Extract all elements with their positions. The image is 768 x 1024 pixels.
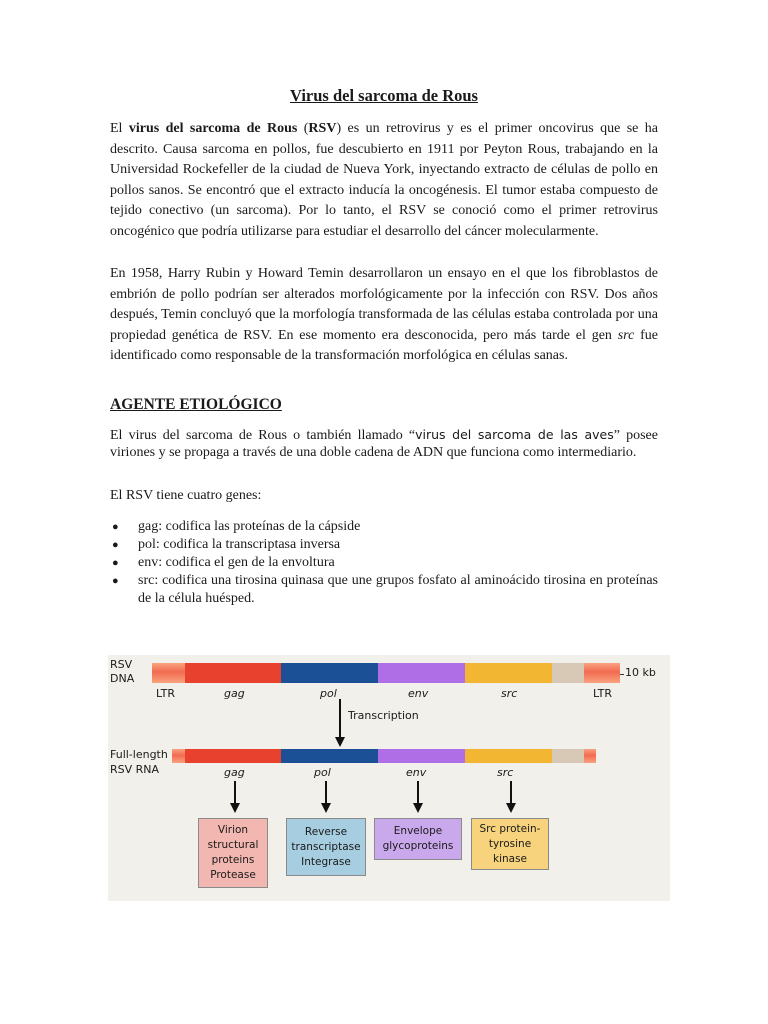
gag-label: gag bbox=[224, 687, 245, 700]
list-item: ● gag: codifica las proteínas de la cápside bbox=[112, 519, 361, 534]
pol-product-box: Reverse transcriptase Integrase bbox=[286, 818, 366, 876]
rna-src-label: src bbox=[497, 766, 514, 779]
list-item: ● pol: codifica la transcriptasa inversa bbox=[112, 537, 341, 552]
list-item: ● env: codifica el gen de la envoltura bbox=[112, 555, 335, 570]
ltr-left-label: LTR bbox=[156, 687, 175, 700]
env-product-box: Envelope glycoproteins bbox=[374, 818, 462, 860]
virus-abbrev: RSV bbox=[308, 121, 337, 136]
rna-gag-label: gag bbox=[224, 766, 245, 779]
ltr-right-label: LTR bbox=[593, 687, 612, 700]
rna-ltr-left bbox=[172, 749, 185, 763]
pol-label: pol bbox=[320, 687, 337, 700]
history-paragraph: En 1958, Harry Rubin y Howard Temin desarrollaron un ensayo en el que los fibroblastos de embrión de pollo podrían ser alterados morfológicamente por la infección con RSV. Dos años después, Temin concluyó que la morfología transformada de las células estaba controlada por una propiedad genética de RSV. En ese momento era desconocida, pero más tarde el gen src fue identificado como responsable de la transformación morfológica en células sanas. bbox=[110, 266, 658, 363]
rna-pol-segment bbox=[281, 749, 378, 763]
rsv-genome-figure bbox=[108, 655, 670, 901]
avian-sarcoma-term: virus del sarcoma de las aves bbox=[415, 427, 614, 442]
dna-end-line bbox=[620, 674, 624, 675]
transcription-label: Transcription bbox=[348, 709, 419, 722]
env-label: env bbox=[408, 687, 429, 700]
intro-paragraph: El virus del sarcoma de Rous (RSV) es un retrovirus y es el primer oncovirus que se ha descrito. Causa sarcoma en pollos, fue descubierto en 1911 por Peyton Rous, trabajando en la Universidad Rockefeller de la ciudad de Nueva York, inyectando extracto de células de pollo en pollos sanos. Se encontró que el extracto inducía la oncogénesis. El tumor estaba compuesto de tejido conectivo (un sarcoma). Por lo tanto, el RSV se conoció como el primer retrovirus oncogénico que podría utilizarse para estudiar el desarrollo del cáncer molecularmente. bbox=[110, 121, 659, 239]
rna-pol-label: pol bbox=[314, 766, 331, 779]
bullet-icon: ● bbox=[112, 557, 119, 569]
transcription-arrow-icon bbox=[334, 699, 346, 749]
dna-ltr-right bbox=[584, 663, 620, 683]
src-gene-term: src bbox=[617, 327, 635, 343]
dna-gag-segment bbox=[185, 663, 281, 683]
dna-ltr-left bbox=[152, 663, 185, 683]
pol-product-arrow-icon bbox=[320, 781, 332, 815]
dna-label-rsv: RSV bbox=[110, 658, 133, 671]
rna-ltr-right bbox=[584, 749, 596, 763]
size-label: 10 kb bbox=[625, 666, 656, 679]
etiology-paragraph: El virus del sarcoma de Rous o también llamado “virus del sarcoma de las aves” posee viriones y se propaga a través de una doble cadena de ADN que funciona como intermediario. bbox=[110, 427, 658, 460]
virus-name: virus del sarcoma de Rous bbox=[128, 121, 298, 136]
dna-pol-segment bbox=[281, 663, 378, 683]
rna-src-segment bbox=[465, 749, 552, 763]
dna-env-segment bbox=[378, 663, 465, 683]
rna-env-label: env bbox=[406, 766, 427, 779]
src-product-box: Src protein- tyrosine kinase bbox=[471, 818, 549, 870]
dna-src-segment bbox=[465, 663, 552, 683]
genes-intro: El RSV tiene cuatro genes: bbox=[110, 488, 262, 503]
gag-product-arrow-icon bbox=[229, 781, 241, 815]
src-product-arrow-icon bbox=[505, 781, 517, 815]
bullet-icon: ● bbox=[112, 521, 119, 533]
bullet-icon: ● bbox=[112, 575, 119, 587]
list-item: ● src: codifica una tirosina quinasa que une grupos fosfato al aminoácido tirosina en proteínas de la célula huésped. bbox=[112, 573, 658, 606]
gene-list bbox=[110, 518, 658, 608]
page-title: Virus del sarcoma de Rous bbox=[290, 86, 478, 105]
rna-gag-segment bbox=[185, 749, 281, 763]
gag-product-box: Virion structural proteins Protease bbox=[198, 818, 268, 888]
rna-env-segment bbox=[378, 749, 465, 763]
section-heading: AGENTE ETIOLÓGICO bbox=[110, 396, 282, 413]
dna-label-dna: DNA bbox=[110, 672, 135, 685]
bullet-icon: ● bbox=[112, 539, 119, 551]
env-product-arrow-icon bbox=[412, 781, 424, 815]
dna-spacer-segment bbox=[552, 663, 584, 683]
rna-label-full-length: Full-length bbox=[110, 748, 168, 761]
src-label: src bbox=[501, 687, 518, 700]
rna-spacer-segment bbox=[552, 749, 584, 763]
rna-label-rsv-rna: RSV RNA bbox=[110, 763, 160, 776]
